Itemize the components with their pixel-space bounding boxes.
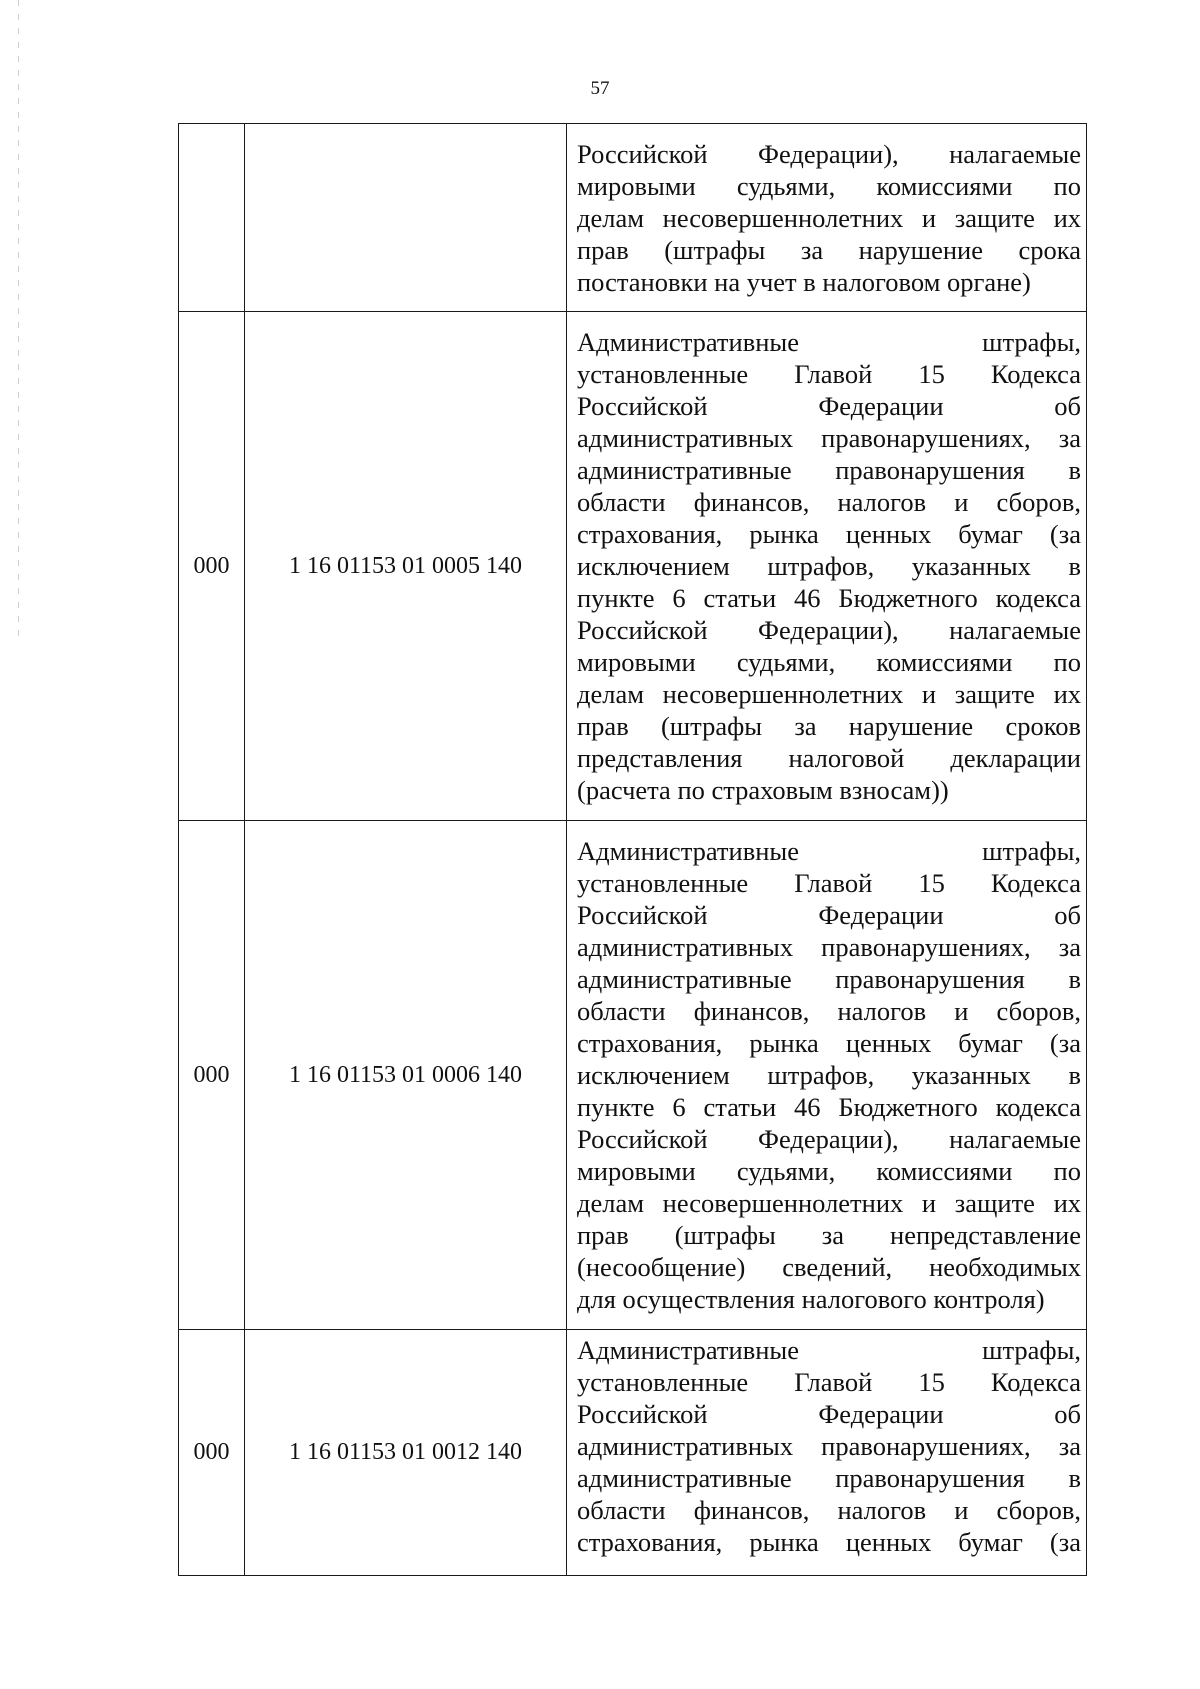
description-line: административные правонарушения в	[577, 964, 1081, 994]
description-line: установленные Главой 15 Кодекса	[577, 868, 1081, 898]
description-line: Российской Федерации об	[577, 1399, 1081, 1429]
description-line: Административные штрафы,	[577, 836, 1081, 866]
kbk-code-cell	[245, 124, 567, 312]
description-line: административные правонарушения в	[577, 1463, 1081, 1493]
description-line: (расчета по страховым взносам))	[577, 775, 949, 805]
description-line: Российской Федерации), налагаемые	[577, 615, 1081, 645]
description-line: представления налоговой декларации	[577, 743, 1081, 773]
table-row	[179, 312, 1087, 821]
budget-classification-table	[178, 123, 1087, 1576]
description-line: административных правонарушениях, за	[577, 1431, 1081, 1461]
description-line: Административные штрафы,	[577, 327, 1081, 357]
description-line: Административные штрафы,	[577, 1335, 1081, 1365]
description-line: Российской Федерации), налагаемые	[577, 138, 1081, 169]
description-line: области финансов, налогов и сборов,	[577, 1495, 1081, 1525]
admin-code-cell	[179, 124, 245, 312]
description-line: страхования, рынка ценных бумаг (за	[577, 519, 1081, 549]
description-line: Российской Федерации об	[577, 900, 1081, 930]
description-line: прав (штрафы за нарушение срока	[577, 234, 1081, 265]
description-line: Российской Федерации), налагаемые	[577, 1124, 1081, 1154]
description-line: (несообщение) сведений, необходимых	[577, 1252, 1081, 1282]
description-line: постановки на учет в налоговом органе)	[577, 266, 1031, 297]
description-line: административных правонарушениях, за	[577, 932, 1081, 962]
description-line: делам несовершеннолетних и защите их	[577, 679, 1081, 709]
description-cell	[567, 124, 1087, 312]
description-line: прав (штрафы за непредставление	[577, 1220, 1081, 1250]
admin-code-cell: 000	[179, 1330, 245, 1576]
description-line: мировыми судьями, комиссиями по	[577, 647, 1081, 677]
description-line: области финансов, налогов и сборов,	[577, 996, 1081, 1026]
description-line: пункте 6 статьи 46 Бюджетного кодекса	[577, 1092, 1081, 1122]
page-number: 57	[590, 78, 610, 99]
kbk-code-cell: 1 16 01153 01 0006 140	[245, 821, 567, 1330]
description-line: административные правонарушения в	[577, 455, 1081, 485]
description-line: административных правонарушениях, за	[577, 423, 1081, 453]
description-cell	[567, 1330, 1087, 1576]
admin-code-cell: 000	[179, 312, 245, 821]
description-line: мировыми судьями, комиссиями по	[577, 1156, 1081, 1186]
description-line: Российской Федерации об	[577, 391, 1081, 421]
description-cell	[567, 312, 1087, 821]
table-row	[179, 821, 1087, 1330]
description-line: мировыми судьями, комиссиями по	[577, 170, 1081, 201]
description-line: страхования, рынка ценных бумаг (за	[577, 1527, 1081, 1557]
kbk-code-cell: 1 16 01153 01 0012 140	[245, 1330, 567, 1576]
admin-code-cell: 000	[179, 821, 245, 1330]
description-line: установленные Главой 15 Кодекса	[577, 1367, 1081, 1397]
description-line: делам несовершеннолетних и защите их	[577, 202, 1081, 233]
description-line: установленные Главой 15 Кодекса	[577, 359, 1081, 389]
description-line: для осуществления налогового контроля)	[577, 1284, 1045, 1314]
description-line: страхования, рынка ценных бумаг (за	[577, 1028, 1081, 1058]
table-row	[179, 124, 1087, 312]
description-line: делам несовершеннолетних и защите их	[577, 1188, 1081, 1218]
description-line: области финансов, налогов и сборов,	[577, 487, 1081, 517]
table-row	[179, 1330, 1087, 1576]
kbk-code-cell: 1 16 01153 01 0005 140	[245, 312, 567, 821]
description-line: исключением штрафов, указанных в	[577, 1060, 1081, 1090]
description-line: прав (штрафы за нарушение сроков	[577, 711, 1081, 741]
description-cell	[567, 821, 1087, 1330]
description-line: исключением штрафов, указанных в	[577, 551, 1081, 581]
description-line: пункте 6 статьи 46 Бюджетного кодекса	[577, 583, 1081, 613]
